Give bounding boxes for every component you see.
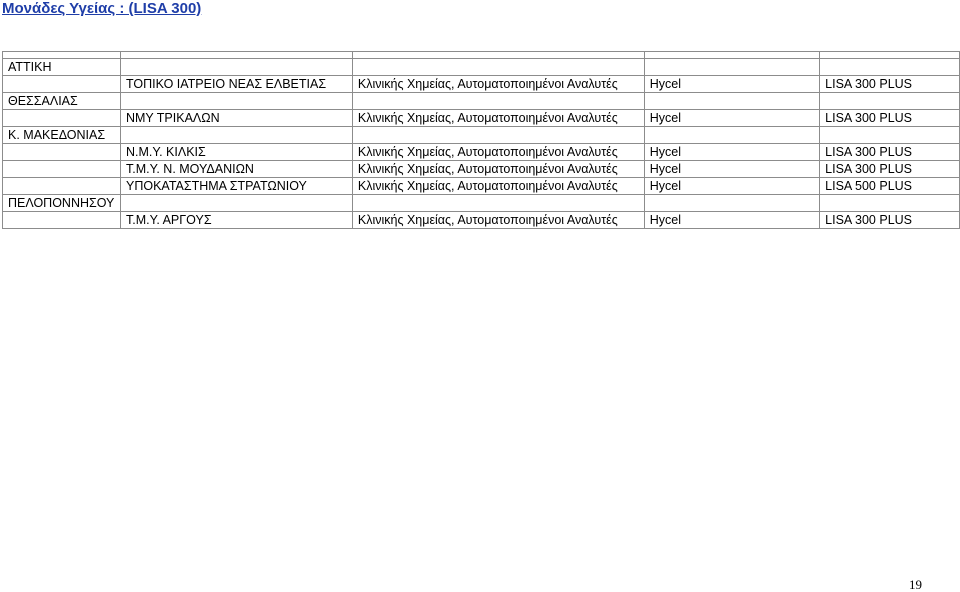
company-cell: [644, 59, 819, 76]
region-cell: [3, 144, 121, 161]
unit-cell: ΝΜΥ ΤΡΙΚΑΛΩΝ: [120, 110, 352, 127]
category-cell: [352, 52, 644, 59]
model-cell: LISA 300 PLUS: [820, 110, 960, 127]
company-cell: Hycel: [644, 178, 819, 195]
unit-cell: [120, 52, 352, 59]
category-cell: Κλινικής Χημείας, Αυτοματοποιημένοι Αναλυτές: [352, 212, 644, 229]
table-row: [3, 161, 960, 178]
page-number: 19: [909, 577, 922, 592]
table-row: [3, 212, 960, 229]
region-cell: ΠΕΛΟΠΟΝΝΗΣΟΥ: [3, 195, 121, 212]
company-cell: [644, 195, 819, 212]
model-cell: [820, 52, 960, 59]
table-row: [3, 110, 960, 127]
category-cell: [352, 59, 644, 76]
unit-cell: Ν.Μ.Υ. ΚΙΛΚΙΣ: [120, 144, 352, 161]
model-cell: LISA 300 PLUS: [820, 144, 960, 161]
company-cell: Hycel: [644, 110, 819, 127]
region-cell: [3, 52, 121, 59]
unit-cell: [120, 59, 352, 76]
category-cell: Κλινικής Χημείας, Αυτοματοποιημένοι Αναλυτές: [352, 161, 644, 178]
category-cell: Κλινικής Χημείας, Αυτοματοποιημένοι Αναλυτές: [352, 144, 644, 161]
unit-cell: [120, 93, 352, 110]
unit-cell: ΥΠΟΚΑΤΑΣΤΗΜΑ ΣΤΡΑΤΩΝΙΟΥ: [120, 178, 352, 195]
company-cell: [644, 127, 819, 144]
region-cell: ΑΤΤΙΚΗ: [3, 59, 121, 76]
unit-cell: [120, 127, 352, 144]
table-row: [3, 93, 960, 110]
region-cell: [3, 76, 121, 93]
region-cell: [3, 212, 121, 229]
page-title: Μονάδες Υγείας : (LISA 300): [2, 0, 202, 17]
category-cell: [352, 195, 644, 212]
region-cell: [3, 161, 121, 178]
model-cell: [820, 59, 960, 76]
company-cell: Hycel: [644, 212, 819, 229]
unit-cell: [120, 195, 352, 212]
company-cell: [644, 52, 819, 59]
company-cell: Hycel: [644, 76, 819, 93]
company-cell: Hycel: [644, 161, 819, 178]
region-cell: ΘΕΣΣΑΛΙΑΣ: [3, 93, 121, 110]
category-cell: [352, 93, 644, 110]
unit-cell: ΤΟΠΙΚΟ ΙΑΤΡΕΙΟ ΝΕΑΣ ΕΛΒΕΤΙΑΣ: [120, 76, 352, 93]
table-row: [3, 127, 960, 144]
model-cell: LISA 300 PLUS: [820, 212, 960, 229]
company-cell: Hycel: [644, 144, 819, 161]
model-cell: [820, 127, 960, 144]
region-cell: [3, 110, 121, 127]
region-cell: Κ. ΜΑΚΕΔΟΝΙΑΣ: [3, 127, 121, 144]
table-row: [3, 59, 960, 76]
table-row: [3, 144, 960, 161]
table-row: [3, 178, 960, 195]
region-cell: [3, 178, 121, 195]
company-cell: [644, 93, 819, 110]
unit-cell: Τ.Μ.Υ. Ν. ΜΟΥΔΑΝΙΩΝ: [120, 161, 352, 178]
category-cell: Κλινικής Χημείας, Αυτοματοποιημένοι Αναλυτές: [352, 178, 644, 195]
table-row: [3, 76, 960, 93]
model-cell: LISA 500 PLUS: [820, 178, 960, 195]
category-cell: [352, 127, 644, 144]
health-units-table: [2, 51, 960, 229]
model-cell: [820, 195, 960, 212]
model-cell: LISA 300 PLUS: [820, 76, 960, 93]
model-cell: [820, 93, 960, 110]
category-cell: Κλινικής Χημείας, Αυτοματοποιημένοι Αναλυτές: [352, 76, 644, 93]
model-cell: LISA 300 PLUS: [820, 161, 960, 178]
category-cell: Κλινικής Χημείας, Αυτοματοποιημένοι Αναλυτές: [352, 110, 644, 127]
unit-cell: Τ.Μ.Υ. ΑΡΓΟΥΣ: [120, 212, 352, 229]
table-row: [3, 52, 960, 59]
table-row: [3, 195, 960, 212]
